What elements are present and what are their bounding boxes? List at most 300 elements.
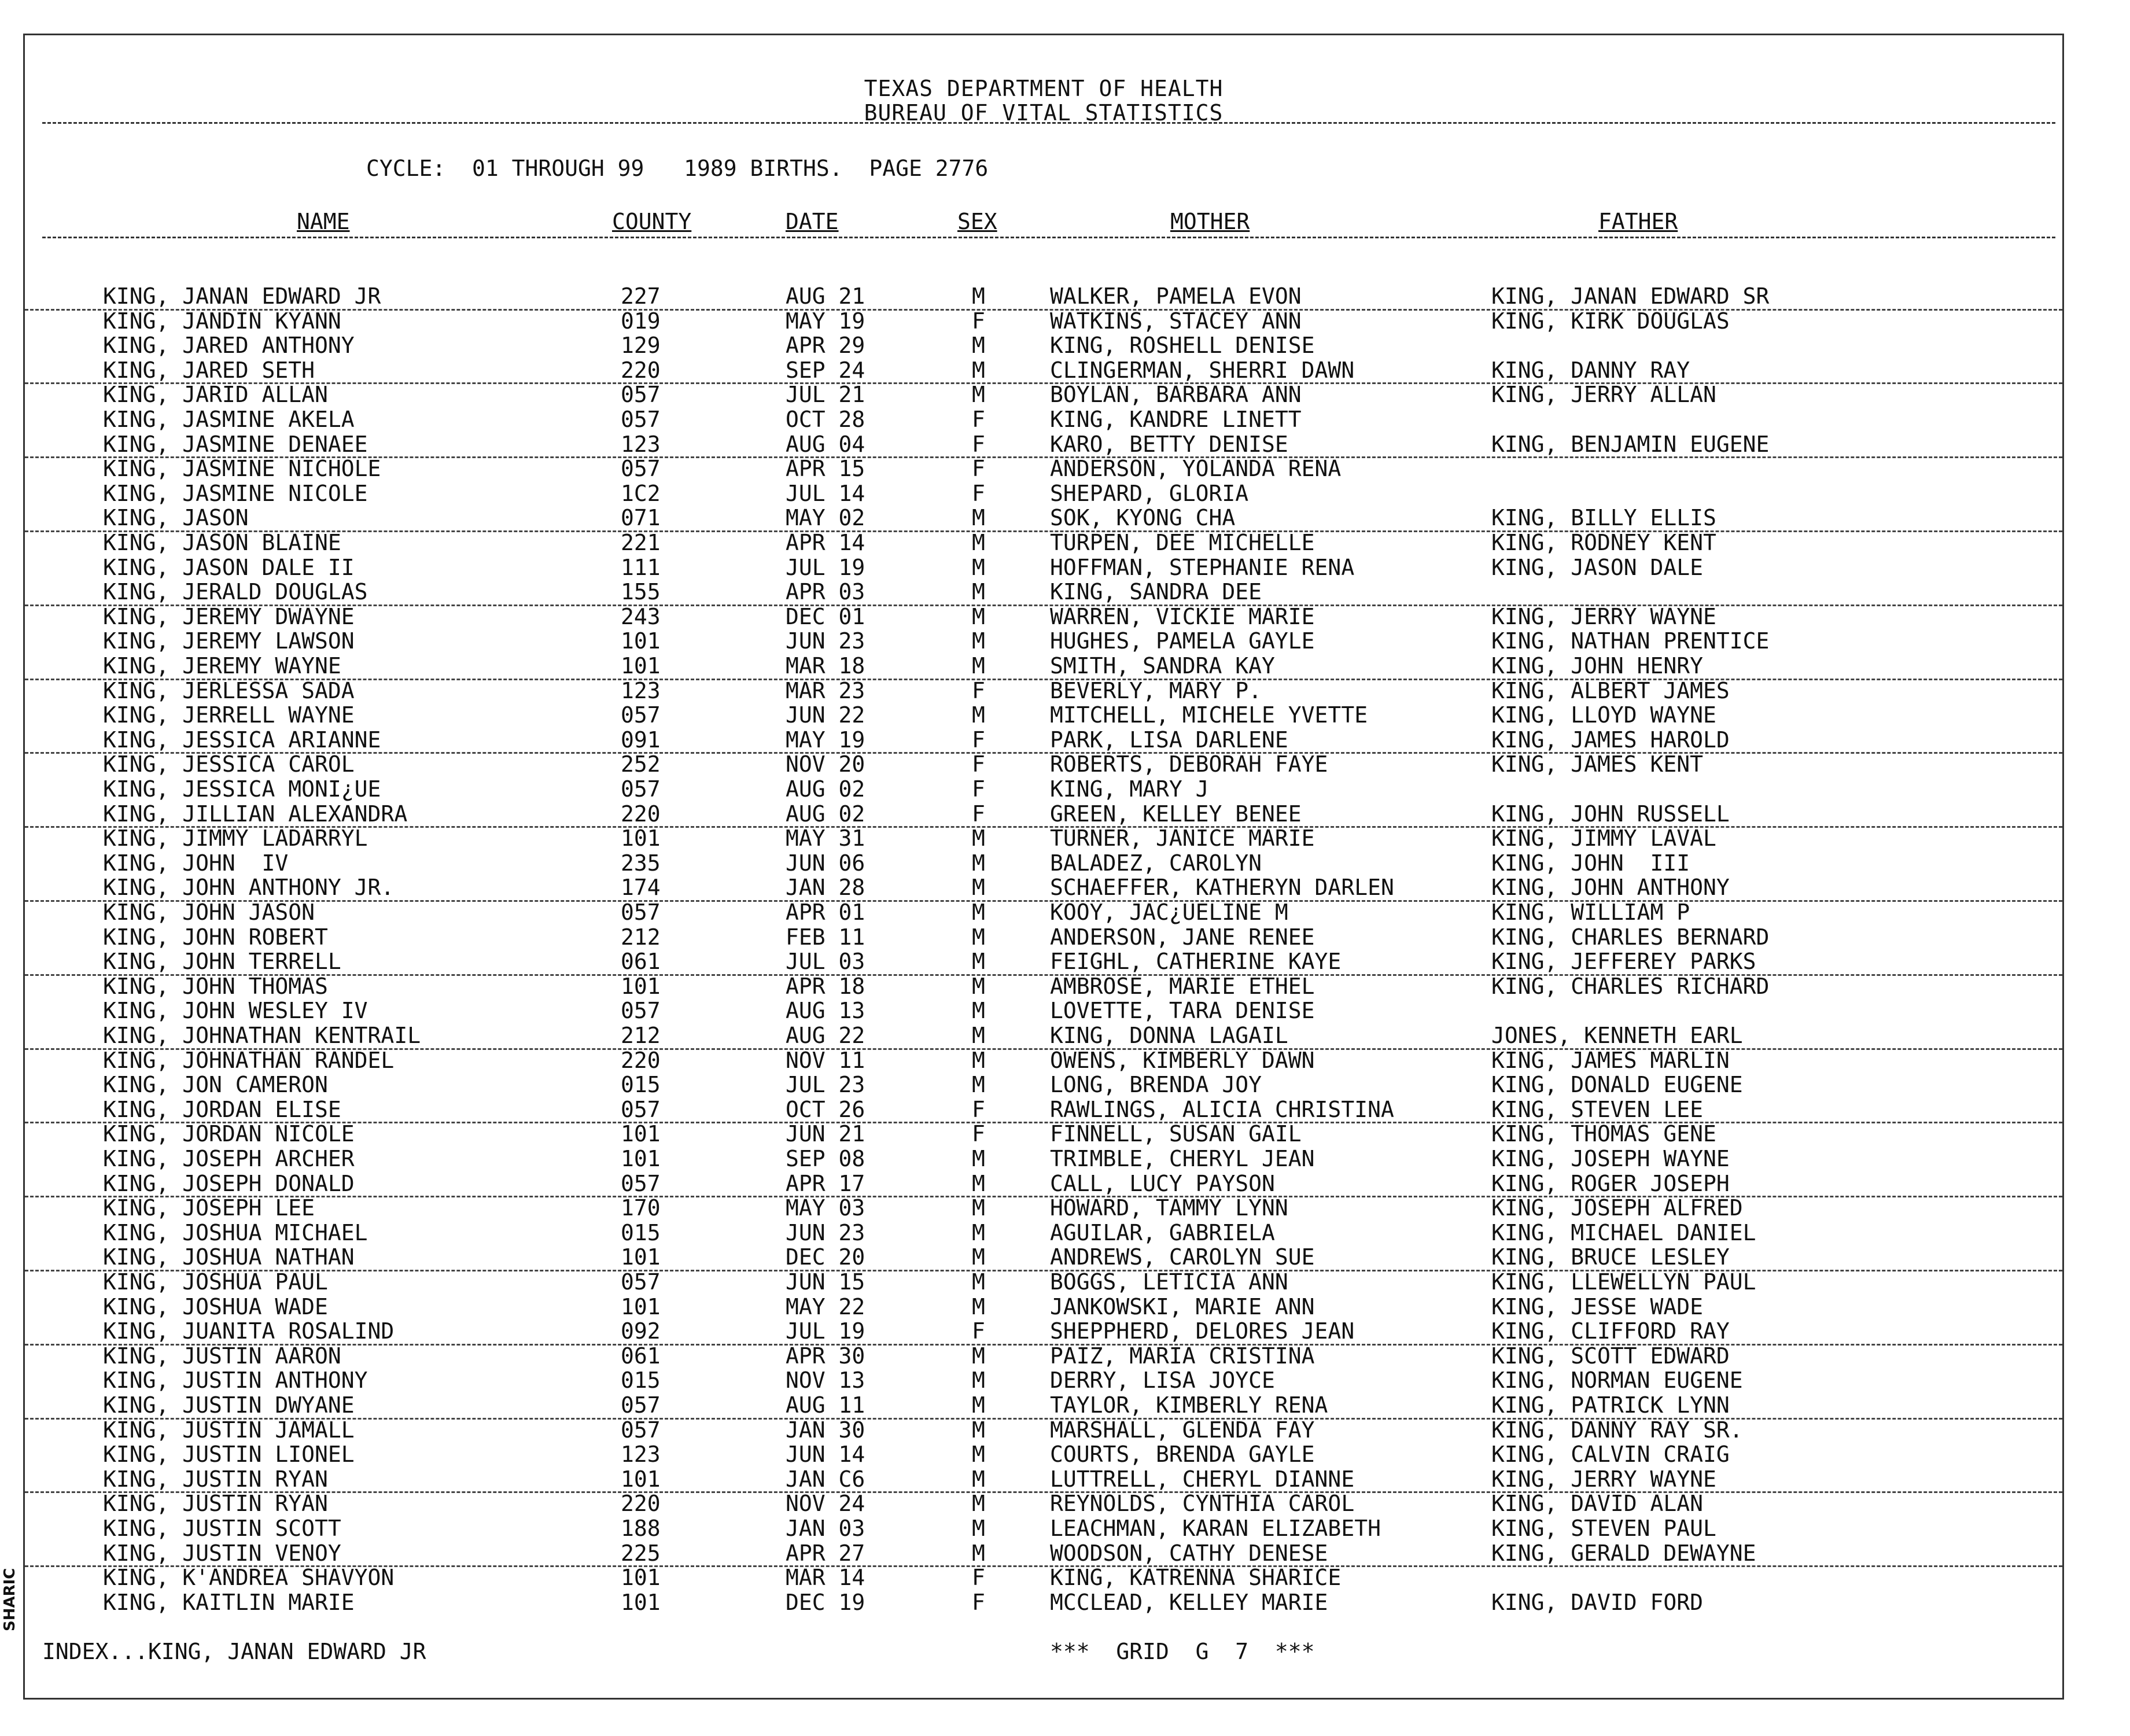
cell-father: KING, DAVID ALAN: [1491, 1491, 1704, 1517]
cell-father: KING, CHARLES BERNARD: [1491, 924, 1770, 950]
cell-father: KING, STEVEN PAUL: [1491, 1516, 1716, 1541]
cell-date: APR 01: [786, 900, 865, 925]
table-row: [25, 1245, 2062, 1271]
cell-mother: COURTS, BRENDA GAYLE: [1050, 1442, 1315, 1468]
cell-date: APR 03: [786, 579, 865, 605]
cell-sex: F: [972, 431, 985, 457]
table-row: [25, 679, 2062, 703]
cell-county: 015: [621, 1368, 661, 1394]
cell-mother: DERRY, LISA JOYCE: [1050, 1368, 1275, 1394]
table-row: [25, 875, 2062, 902]
cell-sex: M: [972, 603, 985, 629]
cell-name: KING, KAITLIN MARIE: [103, 1589, 355, 1615]
cell-mother: HUGHES, PAMELA GAYLE: [1050, 628, 1315, 654]
cell-county: 123: [621, 1442, 661, 1468]
cell-sex: F: [972, 1589, 985, 1615]
cell-county: 227: [621, 283, 661, 309]
cell-name: KING, JOHNATHAN KENTRAIL: [103, 1023, 421, 1048]
table-row: [25, 802, 2062, 828]
cell-name: KING, JESSICA CAROL: [103, 751, 355, 777]
cell-county: 061: [621, 1343, 661, 1369]
cell-date: JUN 23: [786, 1219, 865, 1245]
cell-date: JAN 28: [786, 875, 865, 901]
cell-county: 057: [621, 1417, 661, 1443]
table-row: [25, 432, 2062, 459]
cell-county: 1C2: [621, 480, 661, 506]
cell-sex: M: [972, 825, 985, 852]
cell-father: KING, BILLY ELLIS: [1491, 505, 1716, 531]
cell-name: KING, JOHN ANTHONY JR.: [103, 875, 395, 901]
cell-name: KING, JARED SETH: [103, 357, 315, 383]
cell-father: KING, BENJAMIN EUGENE: [1491, 431, 1770, 457]
table-row: [25, 1541, 2062, 1568]
cell-mother: LEACHMAN, KARAN ELIZABETH: [1050, 1516, 1381, 1541]
cell-county: 057: [621, 407, 661, 432]
table-row: [25, 826, 2062, 851]
cell-mother: WATKINS, STACEY ANN: [1050, 308, 1302, 334]
cell-name: KING, JASMINE DENAEE: [103, 431, 368, 457]
table-row: [25, 1516, 2062, 1541]
cell-name: KING, JEREMY LAWSON: [103, 628, 355, 654]
cell-name: KING, JOHN ROBERT: [103, 924, 328, 950]
cell-father: KING, THOMAS GENE: [1491, 1121, 1716, 1147]
cell-date: JUL 21: [786, 382, 865, 408]
cell-name: KING, JARED ANTHONY: [103, 333, 355, 359]
cell-date: APR 15: [786, 456, 865, 482]
cell-name: KING, JOHN THOMAS: [103, 973, 328, 999]
cell-name: KING, JOSHUA NATHAN: [103, 1244, 355, 1270]
cell-father: KING, CALVIN CRAIG: [1491, 1442, 1730, 1468]
cell-name: KING, JUSTIN AARON: [103, 1343, 341, 1369]
cell-county: 155: [621, 579, 661, 605]
cell-date: FEB 11: [786, 924, 865, 950]
cell-name: KING, JOHN IV: [103, 850, 289, 876]
cell-date: JAN C6: [786, 1466, 865, 1492]
cell-name: KING, JASON DALE II: [103, 554, 355, 580]
table-row: [25, 456, 2062, 481]
cell-father: KING, JESSE WADE: [1491, 1293, 1704, 1319]
cell-mother: BALADEZ, CAROLYN: [1050, 850, 1262, 876]
cell-sex: M: [972, 382, 985, 408]
cell-county: 101: [621, 1244, 661, 1270]
cell-date: MAR 14: [786, 1565, 865, 1591]
table-row: [25, 1344, 2062, 1369]
cell-sex: M: [972, 850, 985, 876]
cell-father: KING, ROGER JOSEPH: [1491, 1170, 1730, 1196]
cell-county: 057: [621, 456, 661, 482]
cell-sex: M: [972, 1442, 985, 1468]
cell-county: 212: [621, 924, 661, 950]
header-department: TEXAS DEPARTMENT OF HEALTH: [864, 76, 1224, 101]
table-row: [25, 1491, 2062, 1516]
cell-name: KING, JASMINE NICHOLE: [103, 456, 381, 482]
cell-mother: REYNOLDS, CYNTHIA CAROL: [1050, 1491, 1355, 1517]
cell-mother: KOOY, JAC¿UELINE M: [1050, 900, 1288, 925]
cell-mother: HOWARD, TAMMY LYNN: [1050, 1195, 1288, 1221]
cell-county: 225: [621, 1540, 661, 1566]
table-row: [25, 358, 2062, 385]
cell-sex: M: [972, 924, 985, 950]
cell-date: MAR 18: [786, 653, 865, 679]
cell-mother: RAWLINGS, ALICIA CHRISTINA: [1050, 1096, 1394, 1122]
cell-father: KING, JANAN EDWARD SR: [1491, 283, 1770, 309]
cell-name: KING, JILLIAN ALEXANDRA: [103, 801, 408, 827]
cell-name: KING, JON CAMERON: [103, 1072, 328, 1098]
cell-father: KING, JASON DALE: [1491, 554, 1704, 580]
cell-mother: SOK, KYONG CHA: [1050, 505, 1236, 531]
cell-county: 174: [621, 875, 661, 901]
table-row: [25, 703, 2062, 728]
cell-sex: M: [972, 357, 985, 383]
cell-date: JUN 21: [786, 1121, 865, 1147]
columns-divider: [42, 237, 2055, 238]
cell-father: KING, JOHN RUSSELL: [1491, 801, 1730, 827]
cell-name: KING, JOSEPH ARCHER: [103, 1146, 355, 1171]
column-header-sex: SEX: [957, 209, 997, 234]
cell-date: DEC 20: [786, 1244, 865, 1270]
cell-father: KING, CHARLES RICHARD: [1491, 973, 1770, 999]
cell-sex: M: [972, 1368, 985, 1394]
cell-county: 101: [621, 653, 661, 679]
cell-father: KING, JERRY ALLAN: [1491, 382, 1716, 408]
cell-sex: F: [972, 480, 985, 506]
table-row: [25, 974, 2062, 999]
cell-date: MAY 19: [786, 308, 865, 334]
table-row: [25, 1023, 2062, 1050]
cell-name: KING, JUSTIN JAMALL: [103, 1417, 355, 1443]
cell-sex: M: [972, 1072, 985, 1098]
cell-mother: KING, MARY J: [1050, 776, 1209, 802]
cell-mother: PAIZ, MARIA CRISTINA: [1050, 1343, 1315, 1369]
table-row: [25, 1393, 2062, 1420]
cell-county: 221: [621, 530, 661, 555]
cell-mother: CLINGERMAN, SHERRI DAWN: [1050, 357, 1355, 383]
cell-name: KING, JEREMY DWAYNE: [103, 603, 355, 629]
cell-date: APR 17: [786, 1170, 865, 1196]
table-row: [25, 728, 2062, 754]
cell-sex: M: [972, 1047, 985, 1073]
cell-sex: M: [972, 505, 985, 531]
cell-mother: TURNER, JANICE MARIE: [1050, 825, 1315, 852]
cell-sex: M: [972, 702, 985, 728]
cell-father: KING, WILLIAM P: [1491, 900, 1690, 925]
cell-county: 111: [621, 554, 661, 580]
cell-date: OCT 26: [786, 1096, 865, 1122]
table-row: [25, 580, 2062, 606]
cell-county: 101: [621, 628, 661, 654]
table-row: [25, 1048, 2062, 1073]
cell-sex: M: [972, 333, 985, 359]
cell-father: KING, BRUCE LESLEY: [1491, 1244, 1730, 1270]
cell-sex: M: [972, 1146, 985, 1171]
table-row: [25, 481, 2062, 506]
cell-mother: KING, DONNA LAGAIL: [1050, 1023, 1288, 1048]
cell-date: OCT 28: [786, 407, 865, 432]
cell-mother: GREEN, KELLEY BENEE: [1050, 801, 1302, 827]
cell-date: AUG 02: [786, 801, 865, 827]
cell-sex: M: [972, 628, 985, 654]
cell-mother: PARK, LISA DARLENE: [1050, 727, 1288, 753]
cell-father: KING, GERALD DEWAYNE: [1491, 1540, 1756, 1566]
cell-name: KING, JORDAN ELISE: [103, 1096, 341, 1122]
cell-mother: LUTTRELL, CHERYL DIANNE: [1050, 1466, 1355, 1492]
cell-date: AUG 22: [786, 1023, 865, 1048]
cell-county: 057: [621, 998, 661, 1024]
table-row: [25, 949, 2062, 976]
table-row: [25, 1221, 2062, 1245]
cell-mother: ROBERTS, DEBORAH FAYE: [1050, 751, 1328, 777]
cell-sex: M: [972, 1293, 985, 1319]
cell-sex: F: [972, 456, 985, 482]
table-row: [25, 605, 2062, 629]
cell-name: KING, JESSICA ARIANNE: [103, 727, 381, 753]
cell-date: AUG 04: [786, 431, 865, 457]
cell-name: KING, K'ANDREA SHAVYON: [103, 1565, 395, 1591]
cell-mother: CALL, LUCY PAYSON: [1050, 1170, 1275, 1196]
cell-father: KING, JIMMY LAVAL: [1491, 825, 1716, 852]
cell-date: MAY 22: [786, 1293, 865, 1319]
cell-father: KING, JOSEPH ALFRED: [1491, 1195, 1743, 1221]
cell-sex: F: [972, 308, 985, 334]
cell-mother: TRIMBLE, CHERYL JEAN: [1050, 1146, 1315, 1171]
cell-name: KING, JUANITA ROSALIND: [103, 1318, 395, 1344]
cell-mother: SHEPPHERD, DELORES JEAN: [1050, 1318, 1355, 1344]
table-row: [25, 1319, 2062, 1346]
table-row: [25, 1295, 2062, 1319]
cell-name: KING, JUSTIN RYAN: [103, 1466, 328, 1492]
cell-father: KING, ALBERT JAMES: [1491, 677, 1730, 703]
table-row: [25, 998, 2062, 1023]
footer-grid: *** GRID G 7 ***: [1050, 1639, 1315, 1664]
cell-father: KING, DONALD EUGENE: [1491, 1072, 1743, 1098]
cell-father: KING, DANNY RAY: [1491, 357, 1690, 383]
cell-county: 243: [621, 603, 661, 629]
cell-mother: KING, SANDRA DEE: [1050, 579, 1262, 605]
cell-sex: F: [972, 1096, 985, 1122]
cell-name: KING, JANAN EDWARD JR: [103, 283, 381, 309]
cell-name: KING, JERRELL WAYNE: [103, 702, 355, 728]
cell-father: KING, SCOTT EDWARD: [1491, 1343, 1730, 1369]
column-header-date: DATE: [786, 209, 839, 234]
cell-father: KING, LLOYD WAYNE: [1491, 702, 1716, 728]
table-row: [25, 1368, 2062, 1393]
cell-mother: MCCLEAD, KELLEY MARIE: [1050, 1589, 1328, 1615]
cell-father: KING, NATHAN PRENTICE: [1491, 628, 1770, 654]
cell-mother: FINNELL, SUSAN GAIL: [1050, 1121, 1302, 1147]
cell-mother: ANDERSON, JANE RENEE: [1050, 924, 1315, 950]
table-row: [25, 1171, 2062, 1198]
cell-date: JUL 19: [786, 1318, 865, 1344]
table-row: [25, 777, 2062, 802]
cell-date: APR 18: [786, 973, 865, 999]
cell-county: 123: [621, 677, 661, 703]
cell-sex: M: [972, 653, 985, 679]
footer-index: INDEX...KING, JANAN EDWARD JR: [42, 1639, 426, 1664]
cell-mother: MARSHALL, GLENDA FAY: [1050, 1417, 1315, 1443]
cell-county: 101: [621, 1146, 661, 1171]
cell-county: 220: [621, 357, 661, 383]
cell-county: 057: [621, 382, 661, 408]
cell-date: JAN 03: [786, 1516, 865, 1541]
cell-date: MAY 03: [786, 1195, 865, 1221]
table-row: [25, 1196, 2062, 1221]
column-header-county: COUNTY: [612, 209, 692, 234]
cell-county: 057: [621, 900, 661, 925]
cell-county: 170: [621, 1195, 661, 1221]
column-header-name: NAME: [297, 209, 350, 234]
cell-name: KING, JUSTIN LIONEL: [103, 1442, 355, 1468]
cell-date: JUN 15: [786, 1269, 865, 1295]
cell-name: KING, JOHN WESLEY IV: [103, 998, 368, 1024]
cell-sex: F: [972, 801, 985, 827]
cell-mother: WARREN, VICKIE MARIE: [1050, 603, 1315, 629]
cell-county: 220: [621, 801, 661, 827]
cell-name: KING, JASMINE AKELA: [103, 407, 355, 432]
cell-county: 071: [621, 505, 661, 531]
cell-date: MAY 19: [786, 727, 865, 753]
cell-father: KING, KIRK DOUGLAS: [1491, 308, 1730, 334]
table-row: [25, 382, 2062, 407]
cell-father: KING, JAMES MARLIN: [1491, 1047, 1730, 1073]
table-row: [25, 1565, 2062, 1590]
cell-date: MAR 23: [786, 677, 865, 703]
cell-sex: M: [972, 949, 985, 975]
cell-name: KING, JOSHUA WADE: [103, 1293, 328, 1319]
cell-name: KING, JIMMY LADARRYL: [103, 825, 368, 852]
cell-name: KING, JOHNATHAN RANDEL: [103, 1047, 395, 1073]
cell-date: APR 30: [786, 1343, 865, 1369]
cell-county: 212: [621, 1023, 661, 1048]
cell-date: NOV 13: [786, 1368, 865, 1394]
table-row: [25, 506, 2062, 532]
cell-sex: M: [972, 1540, 985, 1566]
column-header-mother: MOTHER: [1170, 209, 1250, 234]
table-row: [25, 555, 2062, 580]
cell-sex: M: [972, 1170, 985, 1196]
cell-date: AUG 02: [786, 776, 865, 802]
cell-county: 019: [621, 308, 661, 334]
cell-mother: MITCHELL, MICHELE YVETTE: [1050, 702, 1368, 728]
cell-sex: M: [972, 1195, 985, 1221]
cell-date: JUL 03: [786, 949, 865, 975]
cell-name: KING, JANDIN KYANN: [103, 308, 341, 334]
cell-mother: LONG, BRENDA JOY: [1050, 1072, 1262, 1098]
cell-sex: F: [972, 1565, 985, 1591]
table-row: [25, 407, 2062, 432]
cell-mother: SMITH, SANDRA KAY: [1050, 653, 1275, 679]
cell-father: KING, MICHAEL DANIEL: [1491, 1219, 1756, 1245]
cell-county: 101: [621, 1466, 661, 1492]
cell-father: KING, LLEWELLYN PAUL: [1491, 1269, 1756, 1295]
cell-mother: KING, ROSHELL DENISE: [1050, 333, 1315, 359]
cell-county: 188: [621, 1516, 661, 1541]
table-row: [25, 1442, 2062, 1467]
cell-father: KING, NORMAN EUGENE: [1491, 1368, 1743, 1394]
table-row: [25, 1270, 2062, 1295]
cell-county: 123: [621, 431, 661, 457]
side-label: SHARIC: [1, 1568, 19, 1631]
cell-date: NOV 20: [786, 751, 865, 777]
cell-father: KING, DAVID FORD: [1491, 1589, 1704, 1615]
cell-county: 101: [621, 973, 661, 999]
cell-mother: KING, KANDRE LINETT: [1050, 407, 1302, 432]
cell-mother: KARO, BETTY DENISE: [1050, 431, 1288, 457]
cell-date: JUN 14: [786, 1442, 865, 1468]
cell-mother: ANDREWS, CAROLYN SUE: [1050, 1244, 1315, 1270]
table-row: [25, 1097, 2062, 1124]
cell-county: 101: [621, 825, 661, 852]
cell-county: 220: [621, 1491, 661, 1517]
cell-name: KING, JASON BLAINE: [103, 530, 341, 555]
cell-county: 057: [621, 702, 661, 728]
table-row: [25, 1467, 2062, 1494]
table-row: [25, 1590, 2062, 1615]
table-row: [25, 752, 2062, 777]
cell-county: 092: [621, 1318, 661, 1344]
cell-name: KING, JARID ALLAN: [103, 382, 328, 408]
header-cycle: CYCLE: 01 THROUGH 99 1989 BIRTHS. PAGE 2776: [366, 156, 989, 181]
cell-county: 057: [621, 1096, 661, 1122]
cell-county: 015: [621, 1219, 661, 1245]
table-row: [25, 333, 2062, 358]
cell-father: JONES, KENNETH EARL: [1491, 1023, 1743, 1048]
cell-sex: M: [972, 1023, 985, 1048]
cell-name: KING, JERALD DOUGLAS: [103, 579, 368, 605]
cell-county: 091: [621, 727, 661, 753]
cell-mother: TAYLOR, KIMBERLY RENA: [1050, 1392, 1328, 1418]
cell-date: JUL 14: [786, 480, 865, 506]
cell-county: 220: [621, 1047, 661, 1073]
cell-mother: HOFFMAN, STEPHANIE RENA: [1050, 554, 1355, 580]
cell-date: JUL 23: [786, 1072, 865, 1098]
cell-name: KING, JOSEPH DONALD: [103, 1170, 355, 1196]
cell-name: KING, JUSTIN SCOTT: [103, 1516, 341, 1541]
cell-sex: M: [972, 998, 985, 1024]
cell-father: KING, JAMES HAROLD: [1491, 727, 1730, 753]
cell-sex: M: [972, 579, 985, 605]
cell-date: APR 27: [786, 1540, 865, 1566]
cell-father: KING, JAMES KENT: [1491, 751, 1704, 777]
cell-date: AUG 13: [786, 998, 865, 1024]
cell-name: KING, JASON: [103, 505, 249, 531]
cell-sex: M: [972, 875, 985, 901]
cell-county: 101: [621, 1565, 661, 1591]
cell-date: SEP 24: [786, 357, 865, 383]
table-row: [25, 284, 2062, 311]
cell-sex: M: [972, 1466, 985, 1492]
table-row: [25, 900, 2062, 925]
cell-mother: KING, KATRENNA SHARICE: [1050, 1565, 1342, 1591]
cell-county: 101: [621, 1589, 661, 1615]
cell-name: KING, JERLESSA SADA: [103, 677, 355, 703]
cell-name: KING, JOSEPH LEE: [103, 1195, 315, 1221]
cell-father: KING, JOSEPH WAYNE: [1491, 1146, 1730, 1171]
cell-mother: BEVERLY, MARY P.: [1050, 677, 1262, 703]
cell-father: KING, JOHN III: [1491, 850, 1690, 876]
cell-mother: BOYLAN, BARBARA ANN: [1050, 382, 1302, 408]
cell-name: KING, JEREMY WAYNE: [103, 653, 341, 679]
document-frame: [23, 34, 2064, 1700]
cell-date: DEC 01: [786, 603, 865, 629]
table-row: [25, 851, 2062, 876]
cell-sex: F: [972, 1318, 985, 1344]
cell-mother: OWENS, KIMBERLY DAWN: [1050, 1047, 1315, 1073]
cell-father: KING, PATRICK LYNN: [1491, 1392, 1730, 1418]
cell-county: 057: [621, 776, 661, 802]
cell-county: 057: [621, 1170, 661, 1196]
cell-county: 101: [621, 1121, 661, 1147]
cell-county: 015: [621, 1072, 661, 1098]
